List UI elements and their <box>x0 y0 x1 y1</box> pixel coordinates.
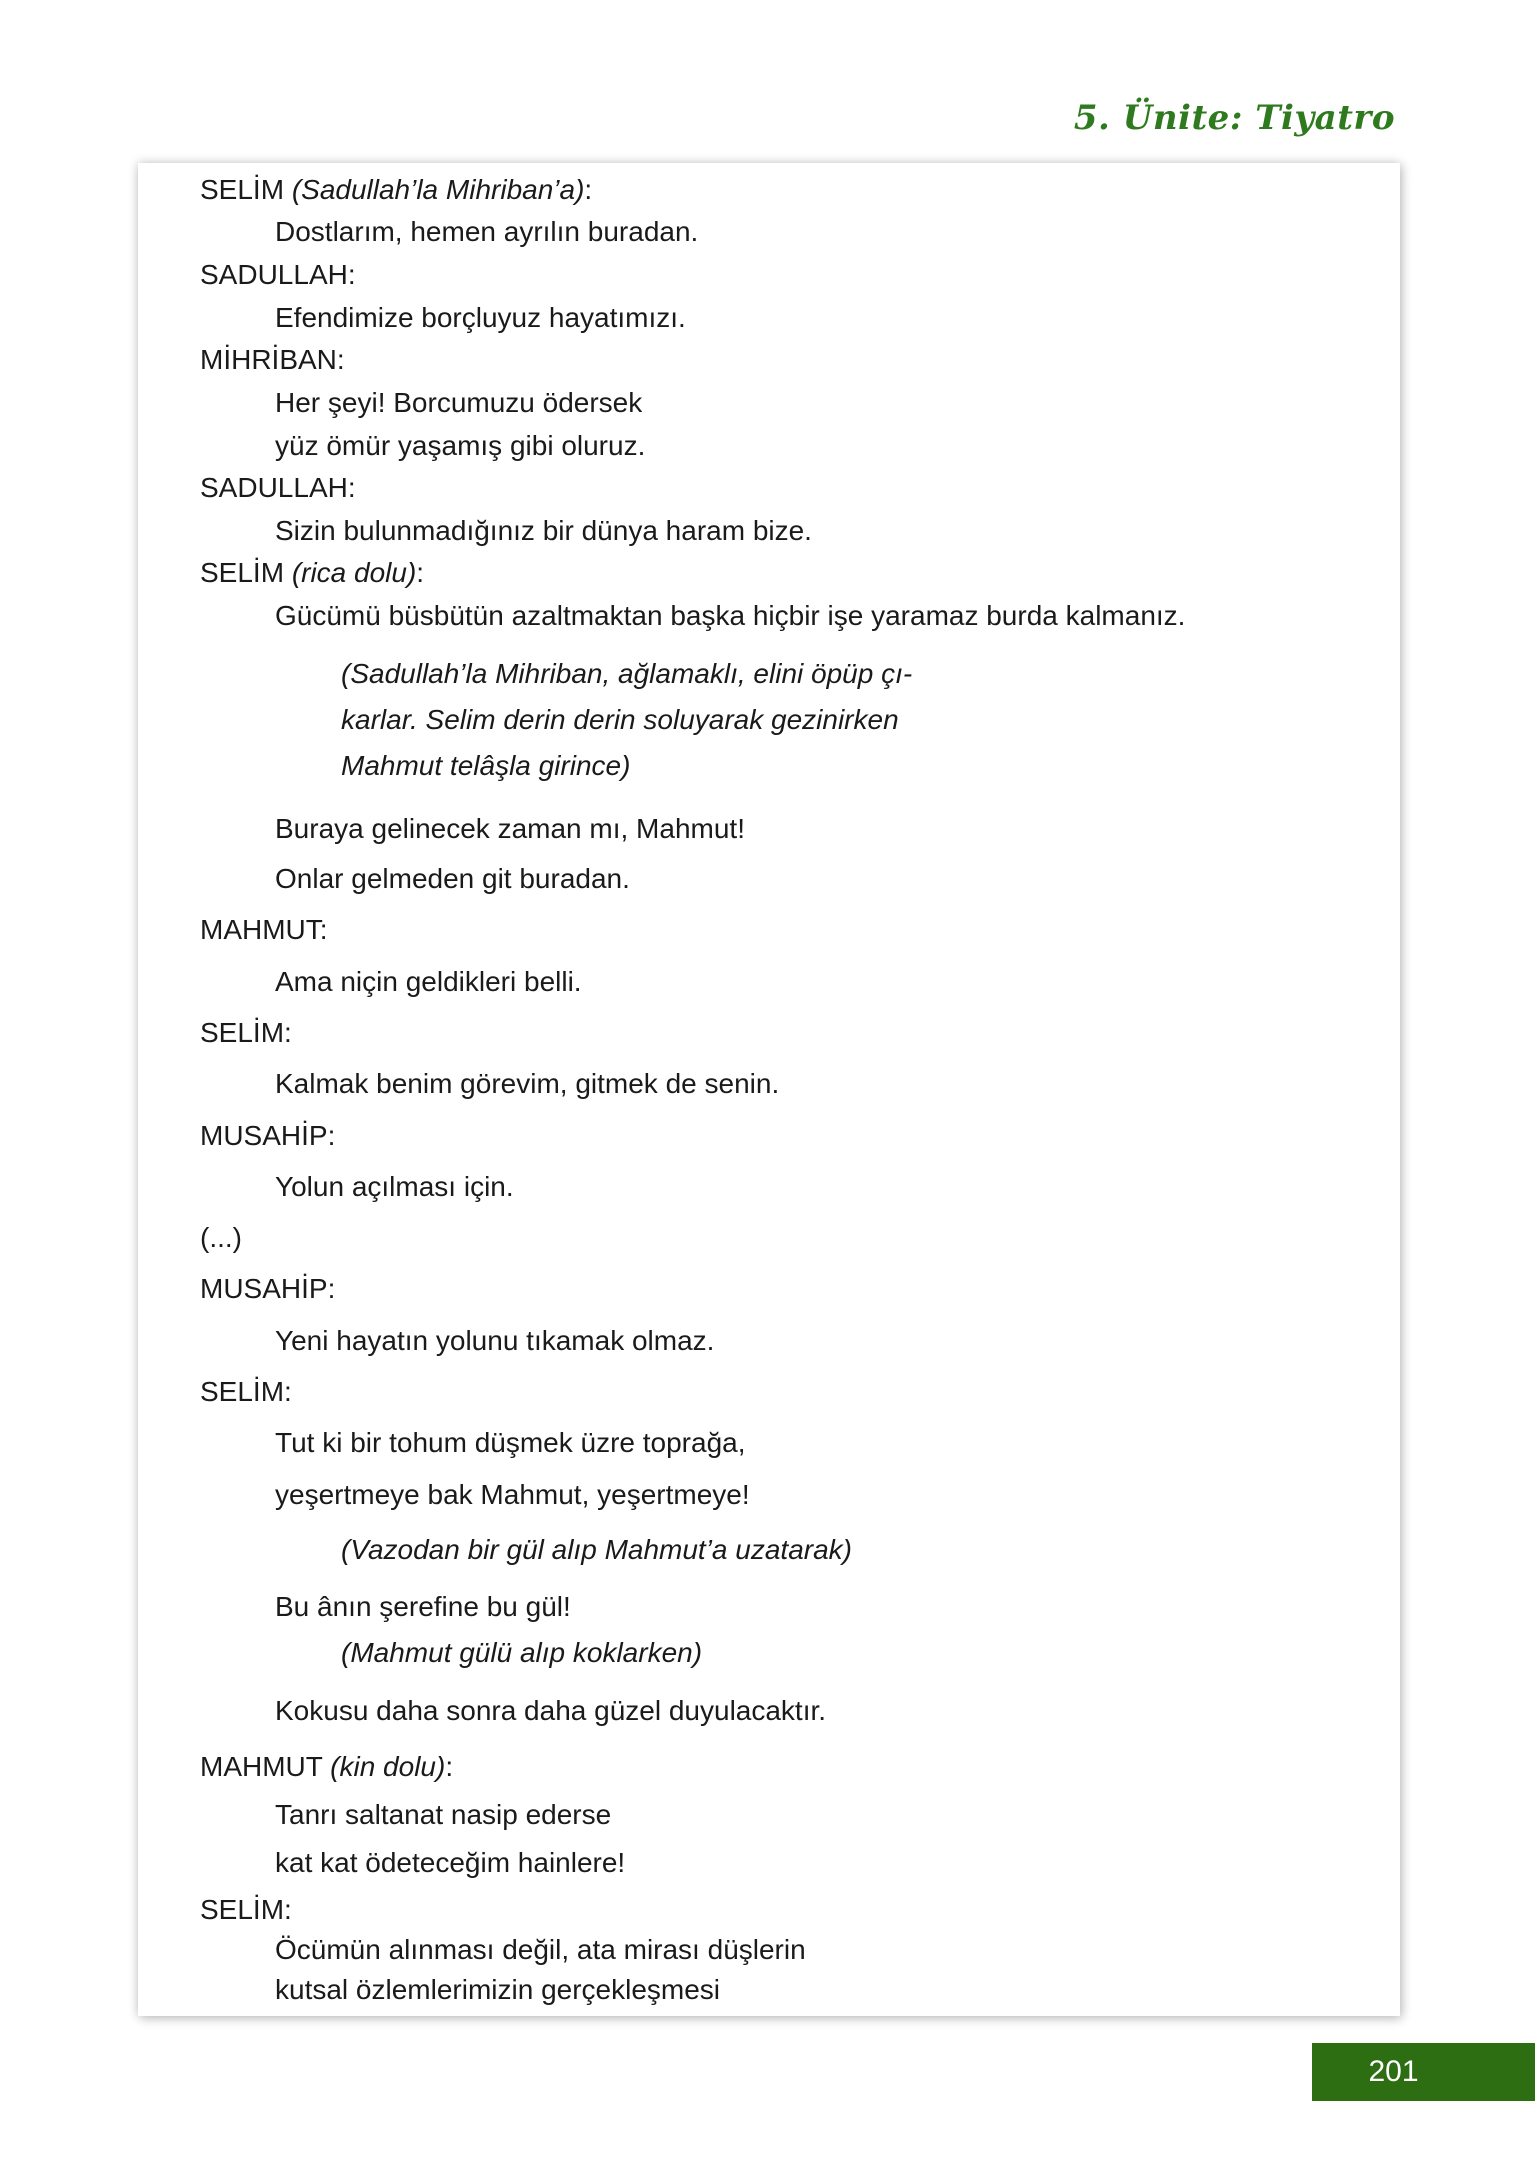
speaker-name: MAHMUT <box>200 1751 323 1782</box>
speaker-line: SELİM: <box>200 1376 292 1407</box>
speech-line: Onlar gelmeden git buradan. <box>275 863 630 894</box>
speech-line: kat kat ödeteceğim hainlere! <box>275 1847 626 1878</box>
speech-line: Yeni hayatın yolunu tıkamak olmaz. <box>275 1325 715 1356</box>
speech-line: Efendimize borçluyuz hayatımızı. <box>275 302 686 333</box>
stage-direction: karlar. Selim derin derin soluyarak gezinirken <box>341 704 899 735</box>
speech-line: Sizin bulunmadığınız bir dünya haram bize. <box>275 515 812 546</box>
stage-note: (kin dolu) <box>330 1751 446 1782</box>
speaker-line <box>200 556 424 590</box>
speech-line: Kalmak benim görevim, gitmek de senin. <box>275 1068 780 1099</box>
stage-direction: (Vazodan bir gül alıp Mahmut’a uzatarak) <box>341 1534 852 1565</box>
speech-line: yüz ömür yaşamış gibi oluruz. <box>275 430 646 461</box>
speech-line: Öcümün alınması değil, ata mirası düşlerin <box>275 1934 806 1965</box>
speaker-line: SELİM: <box>200 1894 292 1925</box>
page-number: 201 <box>1312 2043 1535 2101</box>
speech-line: Yolun açılması için. <box>275 1171 514 1202</box>
stage-direction: Mahmut telâşla girince) <box>341 750 631 781</box>
speech-line: kutsal özlemlerimizin gerçekleşmesi <box>275 1974 721 2005</box>
speech-line: Buraya gelinecek zaman mı, Mahmut! <box>275 813 745 844</box>
speech-line: Ama niçin geldikleri belli. <box>275 966 582 997</box>
speaker-name: SELİM <box>200 174 285 205</box>
speech-line: Tanrı saltanat nasip ederse <box>275 1799 612 1830</box>
speaker-line <box>200 173 592 207</box>
speech-line: Kokusu daha sonra daha güzel duyulacaktır. <box>275 1695 827 1726</box>
play-excerpt-box <box>138 163 1400 2016</box>
colon: : <box>416 557 425 588</box>
speaker-name: SELİM <box>200 557 285 588</box>
speaker-line <box>200 1750 453 1784</box>
speaker-line: MUSAHİP: <box>200 1273 336 1304</box>
colon: : <box>445 1751 454 1782</box>
speaker-line: MİHRİBAN: <box>200 344 345 375</box>
stage-note: (Sadullah’la Mihriban’a) <box>291 174 585 205</box>
speech-line: yeşertmeye bak Mahmut, yeşertmeye! <box>275 1479 750 1510</box>
speaker-line: SELİM: <box>200 1017 292 1048</box>
ellipsis-line: (...) <box>200 1222 242 1253</box>
speech-line: Dostlarım, hemen ayrılın buradan. <box>275 216 699 247</box>
speech-line: Tut ki bir tohum düşmek üzre toprağa, <box>275 1427 746 1458</box>
speaker-line: SADULLAH: <box>200 259 356 290</box>
stage-note: (rica dolu) <box>291 557 417 588</box>
stage-direction: (Mahmut gülü alıp koklarken) <box>341 1637 703 1668</box>
stage-direction: (Sadullah’la Mihriban, ağlamaklı, elini öpüp çı- <box>341 658 913 689</box>
speaker-line: SADULLAH: <box>200 472 356 503</box>
speaker-line: MUSAHİP: <box>200 1120 336 1151</box>
unit-title: 5. Ünite: Tiyatro <box>1073 98 1395 138</box>
speech-line: Her şeyi! Borcumuzu ödersek <box>275 387 643 418</box>
speech-line: Gücümü büsbütün azaltmaktan başka hiçbir işe yaramaz burda kalmanız. <box>275 600 1186 631</box>
speaker-line: MAHMUT: <box>200 914 328 945</box>
colon: : <box>584 174 593 205</box>
speech-line: Bu ânın şerefine bu gül! <box>275 1591 571 1622</box>
